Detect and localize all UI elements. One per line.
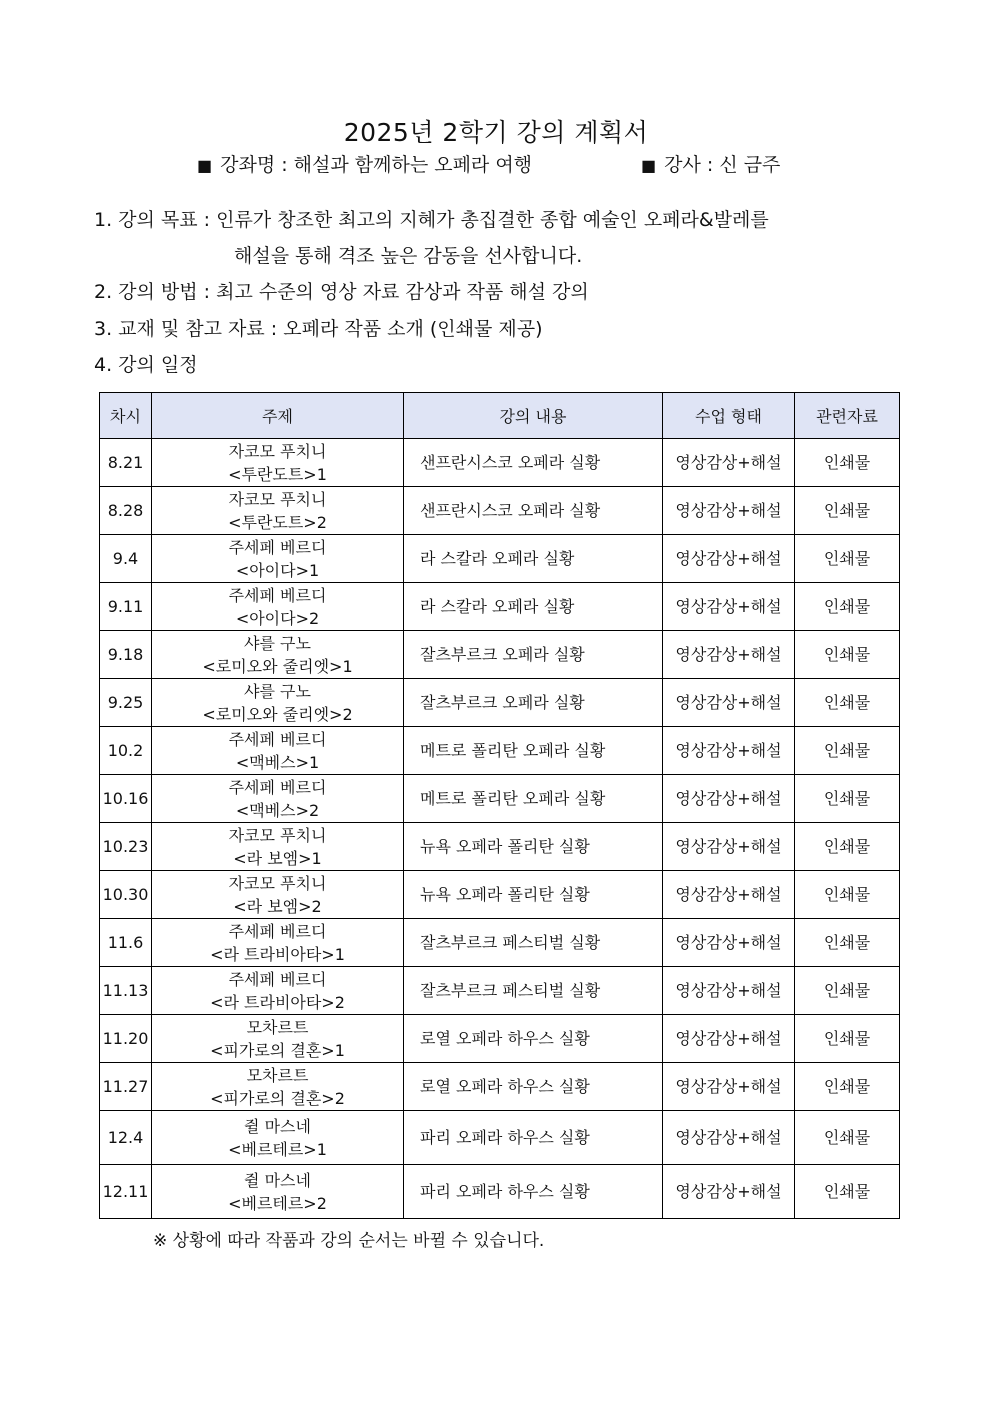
work-title: <맥베스>1 — [235, 752, 320, 772]
material-cell: 인쇄물 — [795, 535, 900, 583]
item-method: 2. 강의 방법 : 최고 수준의 영상 자료 감상과 작품 해설 강의 — [94, 281, 589, 303]
format-cell: 영상감상+해설 — [663, 631, 795, 679]
table-row — [100, 871, 900, 919]
document-title: 2025년 2학기 강의 계획서 — [343, 118, 649, 147]
composer-name: 샤를 구노 — [244, 681, 311, 701]
item-goal: 1. 강의 목표 : 인류가 창조한 최고의 지혜가 총집결한 종합 예술인 오페라&발레를 — [94, 209, 769, 231]
composer-name: 자코모 푸치니 — [228, 441, 327, 461]
format-cell: 영상감상+해설 — [663, 535, 795, 583]
format-cell: 영상감상+해설 — [663, 727, 795, 775]
session-cell: 11.27 — [100, 1063, 152, 1111]
composer-name: 주세페 베르디 — [228, 921, 327, 941]
composer-name: 자코모 푸치니 — [228, 873, 327, 893]
format-cell: 영상감상+해설 — [663, 1063, 795, 1111]
course-name — [197, 150, 532, 177]
content-cell: 뉴욕 오페라 폴리탄 실황 — [404, 871, 663, 919]
content-cell: 샌프란시스코 오페라 실황 — [404, 439, 663, 487]
work-title: <아이다>2 — [235, 608, 320, 628]
work-title: <맥베스>2 — [235, 800, 320, 820]
session-cell: 12.4 — [100, 1111, 152, 1165]
topic-cell — [152, 679, 404, 727]
work-title: <베르테르>2 — [228, 1193, 327, 1213]
material-cell: 인쇄물 — [795, 1063, 900, 1111]
content-cell: 샌프란시스코 오페라 실황 — [404, 487, 663, 535]
topic-cell — [152, 583, 404, 631]
content-cell: 로열 오페라 하우스 실황 — [404, 1063, 663, 1111]
composer-name: 자코모 푸치니 — [228, 489, 327, 509]
work-title: <라 보엠>1 — [233, 848, 322, 868]
teacher-name — [641, 150, 780, 177]
material-cell: 인쇄물 — [795, 871, 900, 919]
table-row — [100, 775, 900, 823]
material-cell: 인쇄물 — [795, 967, 900, 1015]
header-format: 수업 형태 — [663, 393, 795, 439]
session-cell: 8.28 — [100, 487, 152, 535]
header-session: 차시 — [100, 393, 152, 439]
table-header-row — [100, 393, 900, 439]
table-row — [100, 679, 900, 727]
format-cell: 영상감상+해설 — [663, 583, 795, 631]
format-cell: 영상감상+해설 — [663, 1165, 795, 1219]
topic-cell — [152, 631, 404, 679]
session-cell: 9.18 — [100, 631, 152, 679]
table-row — [100, 583, 900, 631]
work-title: <로미오와 줄리엣>1 — [202, 656, 353, 676]
content-cell: 파리 오페라 하우스 실황 — [404, 1165, 663, 1219]
topic-cell — [152, 1111, 404, 1165]
format-cell: 영상감상+해설 — [663, 1111, 795, 1165]
composer-name: 모차르트 — [246, 1065, 309, 1085]
schedule-body — [100, 439, 900, 1219]
work-title: <라 보엠>2 — [233, 896, 322, 916]
schedule-table — [99, 392, 900, 1219]
square-bullet-icon: ■ — [641, 156, 657, 175]
session-cell: 10.2 — [100, 727, 152, 775]
item-schedule: 4. 강의 일정 — [94, 354, 198, 376]
work-title: <투란도트>1 — [228, 464, 327, 484]
topic-cell — [152, 919, 404, 967]
work-title: <투란도트>2 — [228, 512, 327, 532]
content-cell: 메트로 폴리탄 오페라 실황 — [404, 727, 663, 775]
format-cell: 영상감상+해설 — [663, 487, 795, 535]
material-cell: 인쇄물 — [795, 439, 900, 487]
item-goal-continued: 해설을 통해 격조 높은 감동을 선사합니다. — [234, 245, 583, 267]
content-cell: 로열 오페라 하우스 실황 — [404, 1015, 663, 1063]
teacher-name-text: 강사 : 신 금주 — [664, 154, 781, 176]
table-row — [100, 631, 900, 679]
session-cell: 10.23 — [100, 823, 152, 871]
format-cell: 영상감상+해설 — [663, 1015, 795, 1063]
topic-cell — [152, 727, 404, 775]
composer-name: 쥘 마스네 — [244, 1116, 311, 1136]
table-row — [100, 1165, 900, 1219]
header-material: 관련자료 — [795, 393, 900, 439]
format-cell: 영상감상+해설 — [663, 439, 795, 487]
work-title: <아이다>1 — [235, 560, 320, 580]
session-cell: 11.20 — [100, 1015, 152, 1063]
material-cell: 인쇄물 — [795, 1015, 900, 1063]
content-cell: 잘츠부르크 페스티벌 실황 — [404, 919, 663, 967]
content-cell: 메트로 폴리탄 오페라 실황 — [404, 775, 663, 823]
format-cell: 영상감상+해설 — [663, 775, 795, 823]
header-content: 강의 내용 — [404, 393, 663, 439]
format-cell: 영상감상+해설 — [663, 823, 795, 871]
work-title: <라 트라비아타>1 — [210, 944, 345, 964]
material-cell: 인쇄물 — [795, 583, 900, 631]
work-title: <로미오와 줄리엣>2 — [202, 704, 353, 724]
topic-cell — [152, 487, 404, 535]
table-row — [100, 1015, 900, 1063]
material-cell: 인쇄물 — [795, 919, 900, 967]
table-row — [100, 919, 900, 967]
header-topic: 주제 — [152, 393, 404, 439]
topic-cell — [152, 871, 404, 919]
topic-cell — [152, 823, 404, 871]
material-cell: 인쇄물 — [795, 487, 900, 535]
table-row — [100, 487, 900, 535]
table-row — [100, 535, 900, 583]
session-cell: 9.11 — [100, 583, 152, 631]
session-cell: 11.13 — [100, 967, 152, 1015]
content-cell: 라 스칼라 오페라 실황 — [404, 583, 663, 631]
work-title: <베르테르>1 — [228, 1139, 327, 1159]
work-title: <피가로의 결혼>2 — [210, 1088, 345, 1108]
composer-name: 주세페 베르디 — [228, 729, 327, 749]
topic-cell — [152, 1063, 404, 1111]
format-cell: 영상감상+해설 — [663, 919, 795, 967]
work-title: <피가로의 결혼>1 — [210, 1040, 345, 1060]
material-cell: 인쇄물 — [795, 775, 900, 823]
session-cell: 9.4 — [100, 535, 152, 583]
topic-cell — [152, 535, 404, 583]
footnote: ※ 상황에 따라 작품과 강의 순서는 바뀔 수 있습니다. — [153, 1231, 545, 1251]
session-cell: 12.11 — [100, 1165, 152, 1219]
composer-name: 주세페 베르디 — [228, 969, 327, 989]
composer-name: 모차르트 — [246, 1017, 309, 1037]
format-cell: 영상감상+해설 — [663, 679, 795, 727]
session-cell: 10.16 — [100, 775, 152, 823]
composer-name: 주세페 베르디 — [228, 777, 327, 797]
course-name-text: 강좌명 : 해설과 함께하는 오페라 여행 — [220, 154, 533, 176]
session-cell: 8.21 — [100, 439, 152, 487]
table-row — [100, 439, 900, 487]
table-row — [100, 967, 900, 1015]
composer-name: 쥘 마스네 — [244, 1170, 311, 1190]
topic-cell — [152, 439, 404, 487]
material-cell: 인쇄물 — [795, 631, 900, 679]
item-materials: 3. 교재 및 참고 자료 : 오페라 작품 소개 (인쇄물 제공) — [94, 318, 543, 340]
content-cell: 뉴욕 오페라 폴리탄 실황 — [404, 823, 663, 871]
content-cell: 잘츠부르크 오페라 실황 — [404, 679, 663, 727]
format-cell: 영상감상+해설 — [663, 871, 795, 919]
content-cell: 파리 오페라 하우스 실황 — [404, 1111, 663, 1165]
work-title: <라 트라비아타>2 — [210, 992, 345, 1012]
content-cell: 잘츠부르크 페스티벌 실황 — [404, 967, 663, 1015]
topic-cell — [152, 1165, 404, 1219]
session-cell: 11.6 — [100, 919, 152, 967]
topic-cell — [152, 775, 404, 823]
table-row — [100, 1111, 900, 1165]
material-cell: 인쇄물 — [795, 727, 900, 775]
content-cell: 잘츠부르크 오페라 실황 — [404, 631, 663, 679]
session-cell: 10.30 — [100, 871, 152, 919]
material-cell: 인쇄물 — [795, 679, 900, 727]
composer-name: 자코모 푸치니 — [228, 825, 327, 845]
topic-cell — [152, 967, 404, 1015]
material-cell: 인쇄물 — [795, 1165, 900, 1219]
topic-cell — [152, 1015, 404, 1063]
material-cell: 인쇄물 — [795, 823, 900, 871]
square-bullet-icon: ■ — [197, 156, 213, 175]
composer-name: 주세페 베르디 — [228, 537, 327, 557]
material-cell: 인쇄물 — [795, 1111, 900, 1165]
content-cell: 라 스칼라 오페라 실황 — [404, 535, 663, 583]
composer-name: 주세페 베르디 — [228, 585, 327, 605]
format-cell: 영상감상+해설 — [663, 967, 795, 1015]
composer-name: 샤를 구노 — [244, 633, 311, 653]
table-row — [100, 823, 900, 871]
table-row — [100, 1063, 900, 1111]
session-cell: 9.25 — [100, 679, 152, 727]
table-row — [100, 727, 900, 775]
